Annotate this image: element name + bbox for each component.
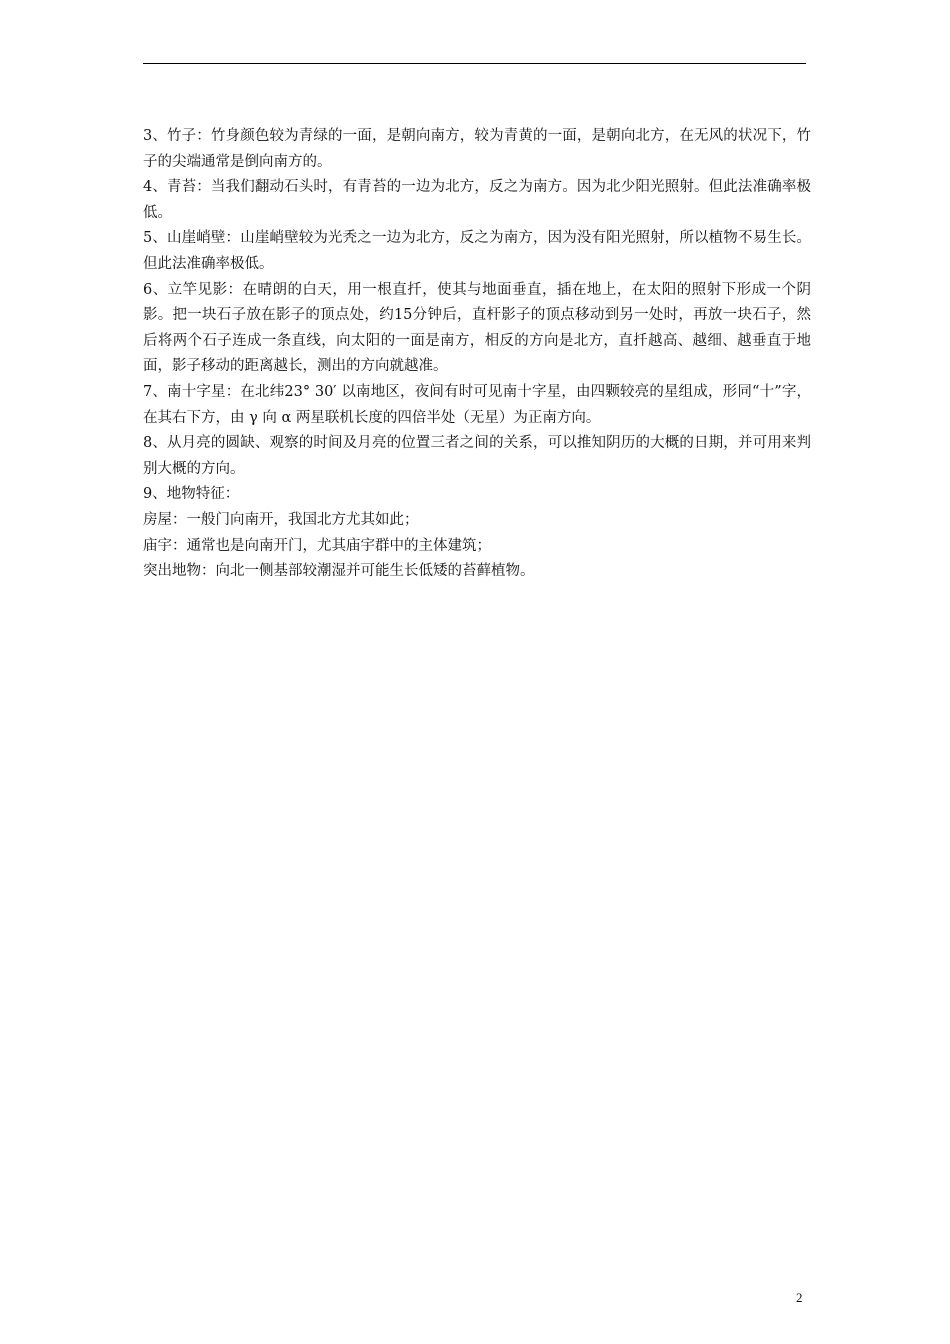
paragraph-houses: 房屋：一般门向南开，我国北方尤其如此； xyxy=(143,511,419,528)
paragraph-moon: 8、从月亮的圆缺、观察的时间及月亮的位置三者之间的关系，可以推知阴历的大概的日期，并可用来判别大概的方向。 xyxy=(143,435,811,477)
paragraph-landmarks-heading: 9、地物特征： xyxy=(143,486,240,503)
paragraph-bamboo: 3、竹子：竹身颜色较为青绿的一面，是朝向南方，较为青黄的一面，是朝向北方，在无风的状况下，竹子的尖端通常是倒向南方的。 xyxy=(143,128,811,170)
paragraph-moss: 4、青苔：当我们翻动石头时，有青苔的一边为北方，反之为南方。因为北少阳光照射。但此法准确率极低。 xyxy=(143,179,811,221)
header-rule xyxy=(143,63,806,64)
paragraph-prominent-objects: 突出地物：向北一侧基部较潮湿并可能生长低矮的苔藓植物。 xyxy=(143,563,535,580)
paragraph-shadow-stick: 6、立竿见影：在晴朗的白天，用一根直扦，使其与地面垂直，插在地上，在太阳的照射下形成一个阴影。把一块石子放在影子的顶点处，约15分钟后，直杆影子的顶点移动到另一处时，再放一块石子，然后将两个石子连成一条直线，向太阳的一面是南方，相反的方向是北方，直扦越高、越细、越垂直于地面，影子移动的距离越长，测出的方向就越准。 xyxy=(143,281,811,375)
paragraph-temples: 庙宇：通常也是向南开门，尤其庙宇群中的主体建筑； xyxy=(143,537,491,554)
page-number: 2 xyxy=(796,1290,803,1305)
document-body xyxy=(143,124,811,585)
paragraph-southern-cross: 7、南十字星：在北纬23° 30′ 以南地区，夜间有时可见南十字星，由四颗较亮的星组成，形同“十”字，在其右下方，由 γ 向 α 两星联机长度的四倍半处（无星）为正南方向。 xyxy=(143,383,811,426)
paragraph-cliff: 5、山崖峭壁：山崖峭壁较为光秃之一边为北方，反之为南方，因为没有阳光照射，所以植物不易生长。但此法准确率极低。 xyxy=(143,230,811,272)
